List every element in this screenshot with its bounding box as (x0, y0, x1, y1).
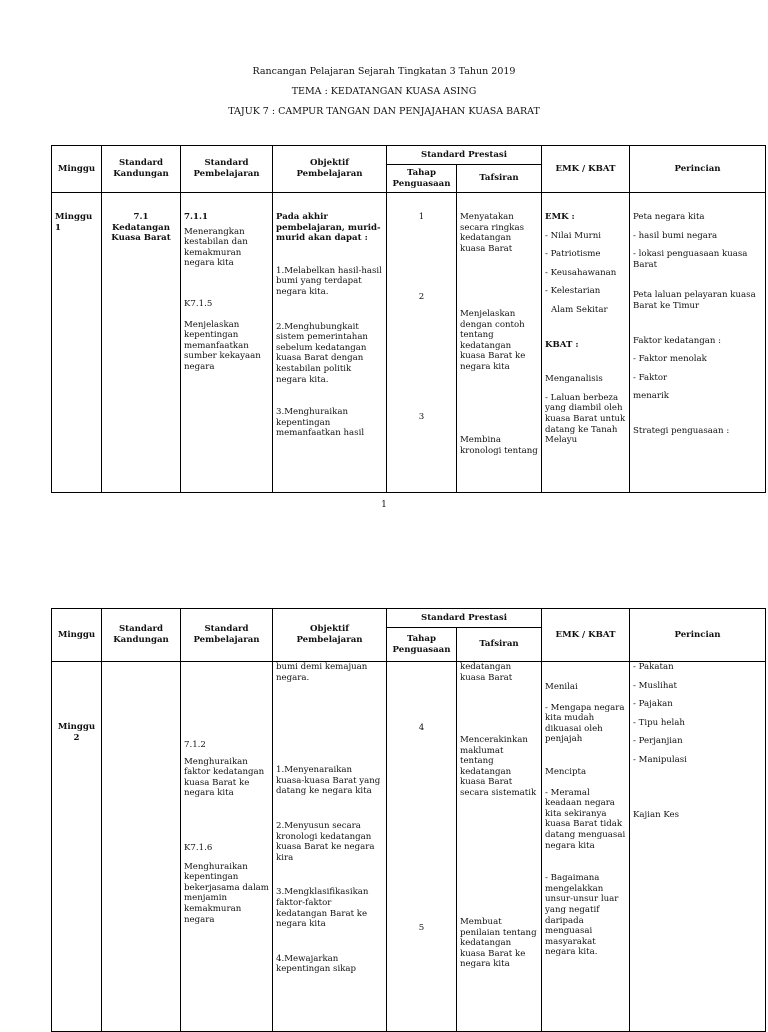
objective-item: 1.Melabelkan hasil-hasil bumi yang terdapat negara kita. (276, 265, 382, 297)
objective-item: bumi demi kemajuan negara. (276, 662, 368, 683)
col-tafsiran: Tafsiran (457, 628, 542, 662)
minggu-cell: Minggu 1 (55, 212, 93, 233)
objective-item: 1.Menyenaraikan kuasa-kuasa Barat yang datang ke negara kita (276, 765, 381, 797)
sp-code: 7.1.1 (184, 212, 208, 222)
emk-item: - Keusahawanan (545, 267, 617, 278)
col-objektif: Objektif Pembelajaran (273, 146, 387, 193)
col-tahap: Tahap Penguasaan (387, 165, 457, 193)
objective-item: 2.Menyusun secara kronologi kedatangan kuasa Barat ke negara kira (276, 820, 375, 863)
perincian-item: - Perjanjian (633, 736, 683, 747)
objective-item: 2.Menghubungkait sistem pemerintahan sebelum kedatangan kuasa Barat dengan kestabilan politik negara kita. (276, 321, 368, 385)
tafsiran-item: kedatangan kuasa Barat (460, 662, 513, 683)
document-topic: TAJUK 7 : CAMPUR TANGAN DAN PENJAJAHAN KUASA BARAT (228, 106, 540, 117)
perincian-item: Peta laluan pelayaran kuasa Barat ke Timur (633, 290, 756, 311)
objective-intro: Pada akhir pembelajaran, murid-murid akan dapat : (276, 212, 381, 244)
col-emk-kbat: EMK / KBAT (542, 609, 630, 662)
perincian-item: Peta negara kita (633, 212, 705, 222)
perincian-item: - lokasi penguasaan kuasa Barat (633, 249, 748, 270)
tahap-value: 1 (418, 212, 425, 222)
document-title: Rancangan Pelajaran Sejarah Tingkatan 3 Tahun 2019 (252, 66, 516, 77)
objective-item: 3.Mengklasifikasikan faktor-faktor kedatangan Barat ke negara kita (276, 887, 369, 930)
perincian-item: - Tipu helah (633, 717, 685, 728)
emk-item: - Nilai Murni (545, 230, 601, 241)
col-standard-pembelajaran: Standard Pembelajaran (181, 146, 273, 193)
kbat-item: Mencipta (545, 766, 587, 777)
col-standard-kandungan: Standard Kandungan (102, 146, 181, 193)
minggu-cell: Minggu 2 (57, 722, 96, 743)
emk-item: - Patriotisme (545, 249, 601, 260)
kandungan-cell (105, 662, 177, 1022)
perincian-item: menarik (633, 391, 669, 402)
col-standard-prestasi: Standard Prestasi (387, 146, 542, 165)
objective-item: 4.Mewajarkan kepentingan sikap (276, 953, 357, 975)
perincian-item: - Pajakan (633, 699, 673, 710)
tahap-value: 4 (418, 723, 425, 733)
kandungan-cell: 7.1 Kedatangan Kuasa Barat (111, 212, 171, 244)
lesson-plan-table-2 (51, 608, 766, 1032)
emk-item: Alam Sekitar (551, 304, 608, 315)
perincian-item: - Faktor (633, 372, 668, 383)
col-perincian: Perincian (630, 146, 766, 193)
sp-text: Menerangkan kestabilan dan kemakmuran negara kita (184, 226, 248, 269)
perincian-item: - Faktor menolak (633, 354, 707, 365)
perincian-item: - Manipulasi (633, 754, 687, 765)
sp-text: Menghuraikan faktor kedatangan kuasa Barat ke negara kita (184, 756, 265, 799)
kbat-heading: KBAT : (545, 339, 579, 350)
page-number: 1 (381, 500, 387, 510)
tafsiran-item: Mencerakinkan maklumat tentang kedatangan kuasa Barat secara sistematik (460, 735, 537, 798)
col-perincian: Perincian (630, 609, 766, 662)
sp-code: 7.1.2 (184, 740, 206, 750)
kbat-item: - Bagaimana mengelakkan unsur-unsur luar yang negatif daripada menguasai masyarakat negara kita. (545, 873, 619, 958)
sp-text: Menjelaskan kepentingan memanfaatkan sumber kekayaan negara (184, 319, 261, 372)
col-tahap: Tahap Penguasaan (387, 628, 457, 662)
tahap-value: 3 (418, 412, 425, 422)
tahap-value: 2 (418, 292, 425, 302)
perincian-item: Faktor kedatangan : (633, 335, 722, 346)
tafsiran-item: Menjelaskan dengan contoh tentang kedatangan kuasa Barat ke negara kita (460, 309, 526, 372)
kbat-item: - Mengapa negara kita mudah dikuasai oleh penjajah (545, 702, 625, 745)
tafsiran-item: Menyatakan secara ringkas kedatangan kuasa Barat (460, 212, 525, 254)
col-standard-prestasi: Standard Prestasi (387, 609, 542, 628)
col-minggu: Minggu (52, 146, 102, 193)
col-objektif: Objektif Pembelajaran (273, 609, 387, 662)
kbat-item: Menilai (545, 682, 578, 692)
tafsiran-item: Membina kronologi tentang (460, 435, 538, 456)
col-standard-kandungan: Standard Kandungan (102, 609, 181, 662)
col-minggu: Minggu (52, 609, 102, 662)
sp-code: K7.1.6 (184, 842, 213, 853)
lesson-plan-table-1 (51, 145, 766, 493)
sp-code: K7.1.5 (184, 298, 213, 309)
objective-item: 3.Menghuraikan kepentingan memanfaatkan hasil (276, 407, 365, 439)
perincian-item: - hasil bumi negara (633, 230, 718, 241)
perincian-item: Strategi penguasaan : (633, 425, 730, 436)
col-emk-kbat: EMK / KBAT (542, 146, 630, 193)
kbat-item: - Laluan berbeza yang diambil oleh kuasa Barat untuk datang ke Tanah Melayu (545, 392, 626, 446)
kbat-item: Menganalisis (545, 374, 603, 385)
document-theme: TEMA : KEDATANGAN KUASA ASING (291, 86, 477, 97)
perincian-item: - Pakatan (633, 662, 674, 672)
sp-text: Menghuraikan kepentingan bekerjasama dalam menjamin kemakmuran negara (184, 861, 269, 925)
col-standard-pembelajaran: Standard Pembelajaran (181, 609, 273, 662)
tahap-value: 5 (418, 923, 425, 933)
tafsiran-item: Membuat penilaian tentang kedatangan kuasa Barat ke negara kita (460, 917, 537, 970)
emk-heading: EMK : (545, 212, 575, 222)
perincian-item: - Muslihat (633, 680, 678, 691)
kbat-item: - Meramal keadaan negara kita sekiranya kuasa Barat tidak datang menguasai negara kita (545, 787, 626, 851)
emk-item: - Kelestarian (545, 286, 601, 297)
col-tafsiran: Tafsiran (457, 165, 542, 193)
perincian-item: Kajian Kes (633, 809, 680, 820)
